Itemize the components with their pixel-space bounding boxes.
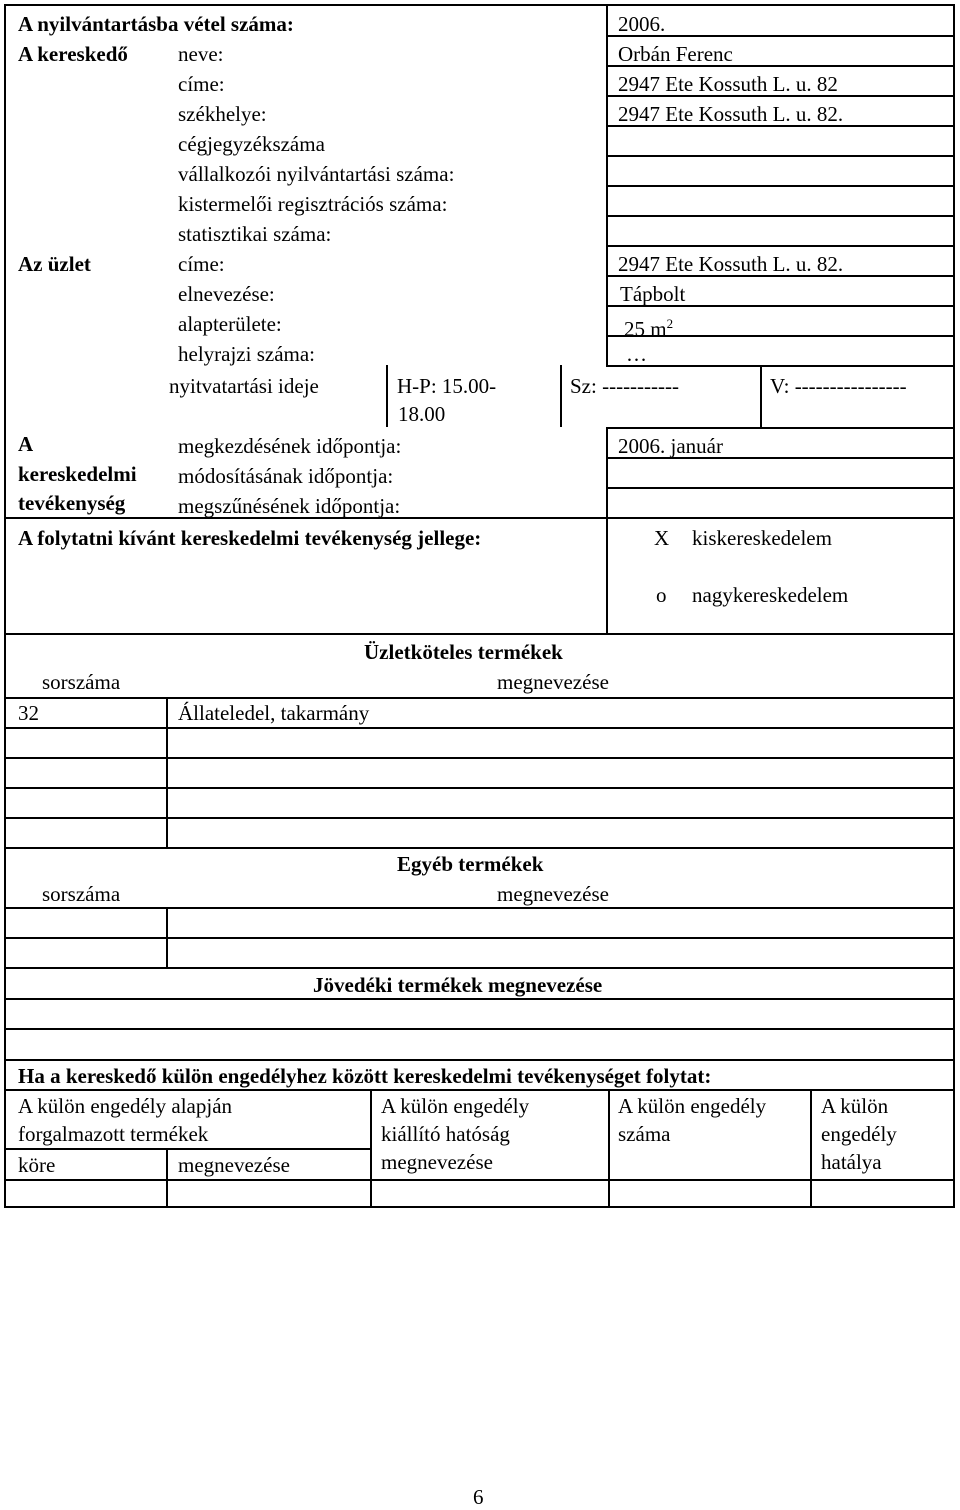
license-products-header-line1: A külön engedély alapján <box>18 1094 233 1118</box>
nature-label: A folytatni kívánt kereskedelmi tevékenység jellege: <box>18 526 482 550</box>
trader-stat-number-label: statisztikai száma: <box>178 222 332 246</box>
license-products-name: megnevezése <box>178 1153 290 1177</box>
trader-heading: A kereskedő <box>18 42 128 66</box>
other-products-col-name: megnevezése <box>497 882 609 906</box>
shop-address-value: 2947 Ete Kossuth L. u. 82. <box>618 252 844 276</box>
license-products-scope: köre <box>18 1153 56 1177</box>
shop-name-label: elnevezése: <box>178 282 275 306</box>
opening-hours-weekdays: H-P: 15.00- <box>397 374 497 398</box>
registration-label: A nyilvántartásba vétel száma: <box>18 12 294 36</box>
license-authority-header-line2: kiállító hatóság <box>381 1122 510 1146</box>
license-authority-header-line3: megnevezése <box>381 1150 493 1174</box>
option-retail-mark: X <box>654 526 670 550</box>
opening-hours-weekdays-end: 18.00 <box>398 402 446 426</box>
activity-end-label: megszűnésének időpontja: <box>178 494 401 518</box>
registration-value: 2006. <box>618 12 666 36</box>
trader-seat-value: 2947 Ete Kossuth L. u. 82. <box>618 102 844 126</box>
shop-products-title: Üzletköteles termékek <box>364 640 563 664</box>
trader-entrepreneur-reg-label: vállalkozói nyilvántartási száma: <box>178 162 455 186</box>
shop-lot-number-value: … <box>626 342 647 366</box>
trader-name-value: Orbán Ferenc <box>618 42 733 66</box>
opening-hours-saturday: Sz: ----------- <box>570 374 680 398</box>
trader-name-label: neve: <box>178 42 224 66</box>
shop-product-row-1-number: 32 <box>18 701 39 725</box>
trader-producer-reg-label: kistermelői regisztrációs száma: <box>178 192 448 216</box>
license-number-header-line2: száma <box>618 1122 671 1146</box>
activity-heading-line1: A <box>18 432 34 456</box>
opening-hours-label: nyitvatartási ideje <box>169 374 319 398</box>
trader-company-reg-label: cégjegyzékszáma <box>178 132 325 156</box>
shop-product-row-1-name: Állateledel, takarmány <box>178 701 370 725</box>
shop-products-col-name: megnevezése <box>497 670 609 694</box>
option-retail-label: kiskereskedelem <box>692 526 832 550</box>
trader-seat-label: székhelye: <box>178 102 267 126</box>
activity-modify-label: módosításának időpontja: <box>178 464 394 488</box>
shop-area-label: alapterülete: <box>178 312 282 336</box>
license-validity-header-line3: hatálya <box>821 1150 882 1174</box>
registration-form <box>4 4 955 1208</box>
shop-name-value: Tápbolt <box>620 282 686 306</box>
license-heading: Ha a kereskedő külön engedélyhez között kereskedelmi tevékenységet folytat: <box>18 1064 712 1088</box>
shop-products-col-number: sorszáma <box>42 670 121 694</box>
activity-heading-line2: kereskedelmi <box>18 462 137 486</box>
license-authority-header-line1: A külön engedély <box>381 1094 530 1118</box>
shop-lot-number-label: helyrajzi száma: <box>178 342 316 366</box>
license-number-header-line1: A külön engedély <box>618 1094 767 1118</box>
opening-hours-sunday: V: ---------------- <box>770 374 907 398</box>
option-wholesale-mark: o <box>656 583 667 607</box>
license-validity-header-line1: A külön <box>821 1094 889 1118</box>
trader-address-label: címe: <box>178 72 225 96</box>
license-validity-header-line2: engedély <box>821 1122 897 1146</box>
license-products-header-line2: forgalmazott termékek <box>18 1122 209 1146</box>
trader-address-value: 2947 Ete Kossuth L. u. 82 <box>618 72 838 96</box>
shop-address-label: címe: <box>178 252 225 276</box>
excise-products-title: Jövedéki termékek megnevezése <box>313 973 603 997</box>
other-products-title: Egyéb termékek <box>397 852 544 876</box>
other-products-col-number: sorszáma <box>42 882 121 906</box>
shop-heading: Az üzlet <box>18 252 91 276</box>
activity-heading-line3: tevékenység <box>18 491 126 515</box>
page-number: 6 <box>473 1485 484 1509</box>
activity-start-label: megkezdésének időpontja: <box>178 434 402 458</box>
shop-area-value: 25 $m^2$ <box>624 316 674 341</box>
option-wholesale-label: nagykereskedelem <box>692 583 849 607</box>
activity-start-value: 2006. január <box>618 434 723 458</box>
